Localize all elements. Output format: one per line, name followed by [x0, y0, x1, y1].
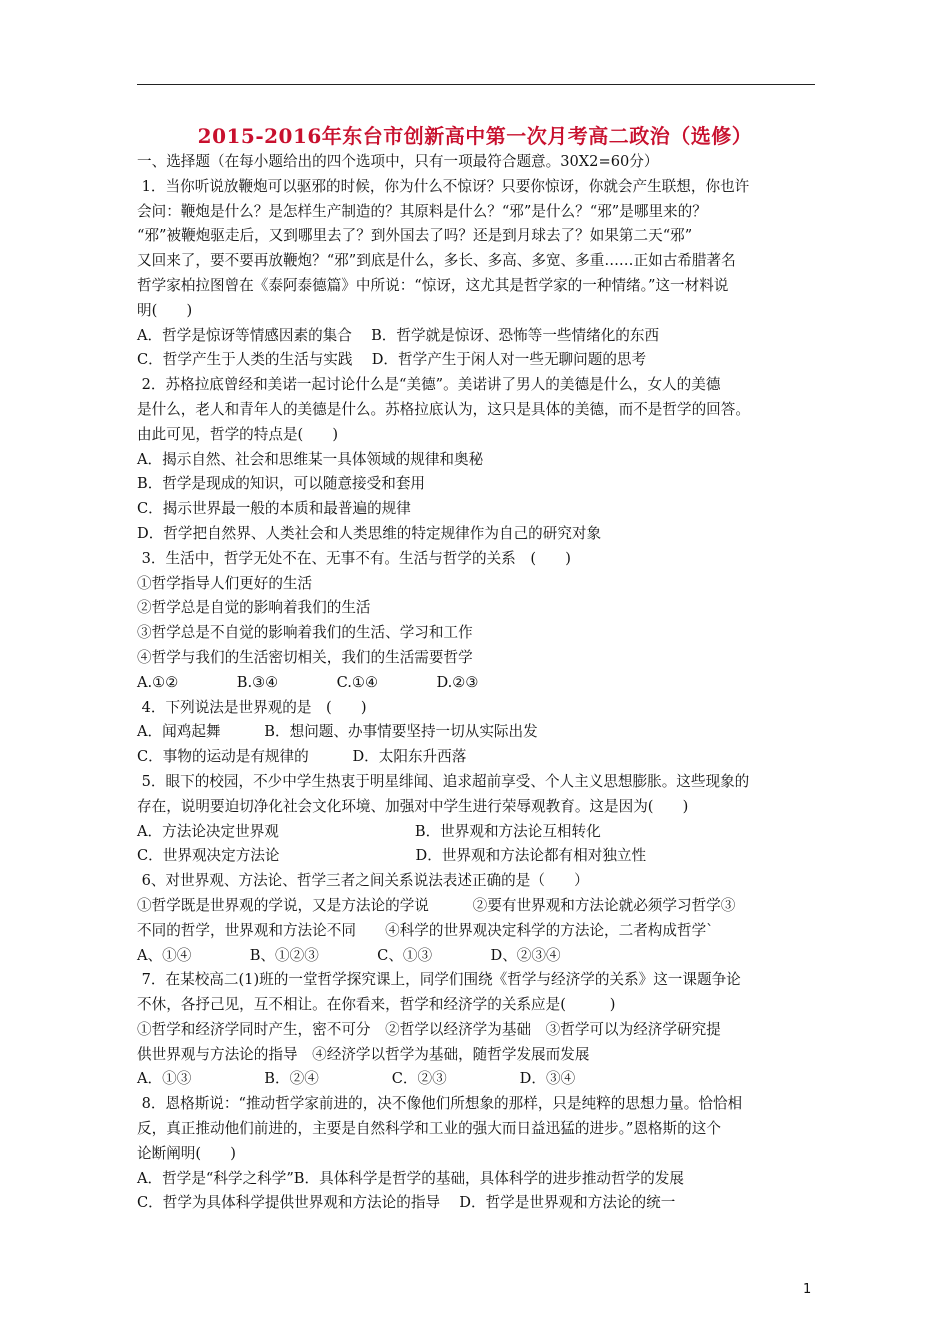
text-line: C．哲学产生于人类的生活与实践 D．哲学产生于闲人对一些无聊问题的思考 — [137, 351, 647, 369]
text-line: D．哲学把自然界、人类社会和人类思维的特定规律作为自己的研究对象 — [137, 524, 602, 542]
text-line: B．哲学是现成的知识，可以随意接受和套用 — [137, 475, 426, 493]
text-line: 又回来了，要不要再放鞭炮？“邪”到底是什么，多长、多高、多宽、多重……正如古希腊著名 — [137, 252, 736, 270]
text-line: A．哲学是惊讶等情感因素的集合 B．哲学就是惊讶、恐怖等一些情绪化的东西 — [137, 326, 660, 344]
text-line: 6、对世界观、方法论、哲学三者之间关系说法表述正确的是（ ） — [137, 872, 589, 890]
text-line: ②哲学总是自觉的影响着我们的生活 — [137, 599, 371, 617]
text-line: 哲学家柏拉图曾在《泰阿泰德篇》中所说：“惊讶，这尤其是哲学家的一种情绪。”这一材料说 — [137, 276, 729, 294]
text-line: 会问：鞭炮是什么？是怎样生产制造的？其原料是什么？“邪”是什么？“邪”是哪里来的？ — [137, 202, 707, 220]
text-line: A、①④ B、①②③ C、①③ D、②③④ — [137, 946, 561, 964]
text-line: 由此可见，哲学的特点是( ) — [137, 425, 339, 443]
text-line: 不休，各抒己见，互不相让。在你看来，哲学和经济学的关系应是( ) — [137, 996, 616, 1014]
text-line: 2．苏格拉底曾经和美诺一起讨论什么是“美德”。美诺讲了男人的美德是什么，女人的美德 — [137, 376, 721, 394]
header-rule — [137, 84, 815, 85]
text-line: C．事物的运动是有规律的 D．太阳东升西落 — [137, 748, 467, 766]
text-line: ①哲学指导人们更好的生活 — [137, 574, 313, 592]
text-line: 4．下列说法是世界观的是 ( ) — [137, 698, 367, 716]
page-number: 1 — [803, 1282, 812, 1297]
text-line: ③哲学总是不自觉的影响着我们的生活、学习和工作 — [137, 624, 473, 642]
question-body — [137, 150, 817, 1216]
text-line: 1．当你听说放鞭炮可以驱邪的时候，你为什么不惊讶？只要你惊讶，你就会产生联想，你也许 — [137, 177, 750, 195]
text-line: ④哲学与我们的生活密切相关，我们的生活需要哲学 — [137, 648, 473, 666]
text-line: A．方法论决定世界观 B．世界观和方法论互相转化 — [137, 822, 601, 840]
text-line: A.①② B.③④ C.①④ D.②③ — [137, 673, 479, 691]
text-line: 一、选择题（在每小题给出的四个选项中，只有一项最符合题意。30X2=60分） — [137, 153, 659, 170]
text-line: A．①③ B．②④ C．②③ D．③④ — [137, 1070, 576, 1088]
text-line: ①哲学和经济学同时产生，密不可分 ②哲学以经济学为基础 ③哲学可以为经济学研究提 — [137, 1020, 721, 1038]
text-line: A．揭示自然、社会和思维某一具体领域的规律和奥秘 — [137, 450, 484, 468]
text-line: 反，真正推动他们前进的，主要是自然科学和工业的强大而日益迅猛的进步。”恩格斯的这个 — [137, 1120, 721, 1138]
text-line: 7．在某校高二(1)班的一堂哲学探究课上，同学们围绕《哲学与经济学的关系》这一课题争论 — [137, 971, 741, 989]
text-line: 论断阐明( ) — [137, 1144, 236, 1162]
text-line: 8．恩格斯说：“推动哲学家前进的，决不像他们所想象的那样，只是纯粹的思想力量。恰恰相 — [137, 1095, 743, 1113]
text-line: C．哲学为具体科学提供世界观和方法论的指导 D．哲学是世界观和方法论的统一 — [137, 1194, 676, 1212]
text-line: C．世界观决定方法论 D．世界观和方法论都有相对独立性 — [137, 847, 647, 865]
text-line: “邪”被鞭炮驱走后，又到哪里去了？到外国去了吗？还是到月球去了？如果第二天“邪” — [137, 227, 693, 245]
text-line: 5．眼下的校园，不少中学生热衷于明星绯闻、追求超前享受、个人主义思想膨胀。这些现象的 — [137, 772, 750, 790]
text-line: 供世界观与方法论的指导 ④经济学以哲学为基础，随哲学发展而发展 — [137, 1045, 590, 1063]
text-line: 明( ) — [137, 301, 193, 319]
page-title: 2015-2016年东台市创新高中第一次月考高二政治（选修） — [197, 124, 753, 148]
text-line: C．揭示世界最一般的本质和最普遍的规律 — [137, 500, 411, 518]
text-line: A．闻鸡起舞 B．想问题、办事情要坚持一切从实际出发 — [137, 723, 538, 741]
text-line: 3．生活中，哲学无处不在、无事不有。生活与哲学的关系 ( ) — [137, 549, 571, 567]
text-line: A．哲学是“科学之科学”B．具体科学是哲学的基础，具体科学的进步推动哲学的发展 — [137, 1169, 684, 1187]
text-line: 不同的哲学，世界观和方法论不同 ④科学的世界观决定科学的方法论，二者构成哲学` — [137, 921, 714, 939]
text-line: 存在，说明要迫切净化社会文化环境、加强对中学生进行荣辱观教育。这是因为( ) — [137, 797, 689, 815]
text-line: 是什么，老人和青年人的美德是什么。苏格拉底认为，这只是具体的美德，而不是哲学的回答。 — [137, 400, 750, 418]
text-line: ①哲学既是世界观的学说，又是方法论的学说 ②要有世界观和方法论就必须学习哲学③ — [137, 896, 736, 914]
